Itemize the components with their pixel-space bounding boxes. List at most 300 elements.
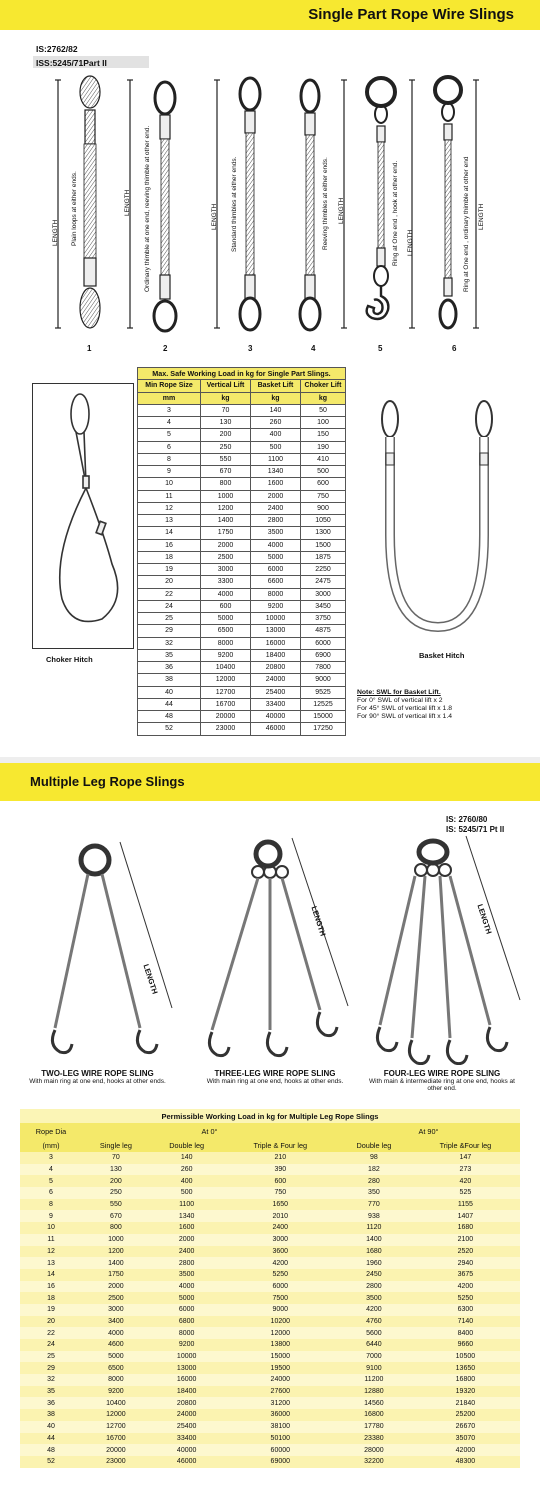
- multi-table-cell: 5250: [224, 1269, 337, 1281]
- swl-table-cell: 3750: [301, 613, 346, 625]
- multi-table-cell: 70: [82, 1152, 150, 1164]
- swl-table-cell: 13000: [251, 625, 301, 637]
- multi-header-triple-four-90: Triple &Four leg: [411, 1139, 520, 1152]
- swl-table-cell: 6900: [301, 649, 346, 661]
- multi-table-cell: 2000: [82, 1281, 150, 1293]
- figure-2-number: 2: [163, 344, 168, 353]
- four-leg-subtitle: With main & intermediate ring at one end, hooks at other end.: [369, 1078, 515, 1092]
- multi-table-cell: 17780: [337, 1421, 411, 1433]
- swl-table-cell: 1600: [251, 478, 301, 490]
- swl-table-row: [138, 588, 346, 600]
- three-leg-caption: [195, 1069, 355, 1085]
- swl-table-cell: 2500: [201, 551, 251, 563]
- multi-table-row: [20, 1386, 520, 1398]
- multi-table-cell: 24: [20, 1339, 82, 1351]
- swl-table-cell: 7800: [301, 662, 346, 674]
- swl-table-cell: 3: [138, 404, 201, 416]
- multi-table-row: [20, 1164, 520, 1176]
- multi-table-cell: 35: [20, 1386, 82, 1398]
- swl-table-row: [138, 429, 346, 441]
- two-leg-sling-drawing: [52, 842, 172, 1053]
- swl-table-cell: 2400: [251, 502, 301, 514]
- swl-table-cell: 1750: [201, 527, 251, 539]
- multi-table-cell: 2800: [150, 1257, 224, 1269]
- swl-table-cell: 10000: [251, 613, 301, 625]
- two-leg-title: TWO-LEG WIRE ROPE SLING: [41, 1069, 154, 1078]
- multi-table-cell: 3675: [411, 1269, 520, 1281]
- swl-table-cell: 29: [138, 625, 201, 637]
- multi-table-cell: 9660: [411, 1339, 520, 1351]
- multi-table-cell: 27600: [224, 1386, 337, 1398]
- multi-table-cell: 32: [20, 1374, 82, 1386]
- multi-table-cell: 38: [20, 1409, 82, 1421]
- multi-table-cell: 5: [20, 1175, 82, 1187]
- multi-table-cell: 16700: [82, 1433, 150, 1445]
- multi-table-cell: 20000: [82, 1444, 150, 1456]
- swl-table-cell: 500: [301, 466, 346, 478]
- multi-table-row: [20, 1257, 520, 1269]
- swl-table-title: Max. Safe Working Load in kg for Single Part Slings.: [138, 368, 346, 380]
- figure-3-length-label: LENGTH: [211, 203, 218, 230]
- swl-table-cell: 14: [138, 527, 201, 539]
- basket-hitch-caption: Basket Hitch: [419, 651, 465, 660]
- multi-table-cell: 400: [150, 1175, 224, 1187]
- multi-table-row: [20, 1421, 520, 1433]
- multi-table-cell: 22: [20, 1327, 82, 1339]
- multi-table-cell: 6000: [224, 1281, 337, 1293]
- multi-header-at-0: At 0°: [82, 1123, 337, 1139]
- swl-table-cell: 8000: [251, 588, 301, 600]
- swl-table-row: [138, 478, 346, 490]
- swl-table-cell: 44: [138, 698, 201, 710]
- swl-table-cell: 3450: [301, 600, 346, 612]
- swl-table-cell: 33400: [251, 698, 301, 710]
- swl-table-cell: 4: [138, 417, 201, 429]
- swl-table-cell: 13: [138, 515, 201, 527]
- swl-table-cell: 3500: [251, 527, 301, 539]
- swl-table-row: [138, 515, 346, 527]
- multi-table-cell: 1600: [150, 1222, 224, 1234]
- multi-table-cell: 2010: [224, 1210, 337, 1222]
- note-title: Note: SWL for Basket Lift.: [357, 689, 441, 696]
- swl-table-cell: 46000: [251, 723, 301, 735]
- multi-table-row: [20, 1234, 520, 1246]
- multi-table-row: [20, 1456, 520, 1468]
- multi-table-cell: 13000: [150, 1362, 224, 1374]
- section2-title: Multiple Leg Rope Slings: [30, 774, 185, 789]
- multi-table-row: [20, 1409, 520, 1421]
- multi-table-cell: 10400: [82, 1397, 150, 1409]
- swl-table-cell: 9: [138, 466, 201, 478]
- figure-6-label: Ring at One end , ordinary thimble at other end: [463, 156, 470, 292]
- swl-table-cell: 130: [201, 417, 251, 429]
- multi-table-cell: 7000: [337, 1351, 411, 1363]
- swl-table-row: [138, 539, 346, 551]
- multi-table-cell: 20: [20, 1316, 82, 1328]
- swl-table-cell: 800: [201, 478, 251, 490]
- multi-table-row: [20, 1316, 520, 1328]
- swl-table-cell: 1100: [251, 453, 301, 465]
- multi-table-cell: 15000: [224, 1351, 337, 1363]
- multi-table-cell: 29: [20, 1362, 82, 1374]
- multi-table-cell: 69000: [224, 1456, 337, 1468]
- multi-table-cell: 3600: [224, 1246, 337, 1258]
- multi-table-cell: 9200: [82, 1386, 150, 1398]
- multi-table-cell: 938: [337, 1210, 411, 1222]
- swl-table-cell: 100: [301, 417, 346, 429]
- multi-table-cell: 5250: [411, 1292, 520, 1304]
- multi-table-cell: 21840: [411, 1397, 520, 1409]
- swl-table-cell: 18400: [251, 649, 301, 661]
- swl-table-cell: 190: [301, 441, 346, 453]
- two-leg-length-label: LENGTH: [141, 963, 160, 996]
- swl-table-cell: 10: [138, 478, 201, 490]
- multi-table-cell: 2500: [82, 1292, 150, 1304]
- multi-table-cell: 770: [337, 1199, 411, 1211]
- multi-table-cell: 7500: [224, 1292, 337, 1304]
- multi-table-cell: 210: [224, 1152, 337, 1164]
- multi-table-cell: 2450: [337, 1269, 411, 1281]
- multi-header-at-90: At 90°: [337, 1123, 520, 1139]
- swl-table-cell: 600: [301, 478, 346, 490]
- multi-table-cell: 19320: [411, 1386, 520, 1398]
- swl-table-row: [138, 502, 346, 514]
- swl-unit-kg-1: kg: [201, 392, 251, 404]
- swl-table-cell: 12: [138, 502, 201, 514]
- swl-header-choker: Choker Lift: [301, 380, 346, 392]
- swl-table-cell: 16000: [251, 637, 301, 649]
- multi-table-cell: 550: [82, 1199, 150, 1211]
- multi-table-cell: 500: [150, 1187, 224, 1199]
- multi-table-title: Permissible Working Load in kg for Multiple Leg Rope Slings: [20, 1109, 520, 1123]
- multi-table-row: [20, 1397, 520, 1409]
- multi-table-cell: 3400: [82, 1316, 150, 1328]
- swl-table-cell: 6600: [251, 576, 301, 588]
- multi-table-cell: 52: [20, 1456, 82, 1468]
- multi-table-cell: 60000: [224, 1444, 337, 1456]
- figure-5-number: 5: [378, 344, 383, 353]
- swl-table-cell: 1500: [301, 539, 346, 551]
- swl-unit-kg-2: kg: [251, 392, 301, 404]
- note-line-90deg: For 90° SWL of vertical lift x 1.4: [357, 713, 453, 720]
- multi-table-cell: 8000: [150, 1327, 224, 1339]
- swl-table-cell: 35: [138, 649, 201, 661]
- swl-table-row: [138, 466, 346, 478]
- swl-table-row: [138, 564, 346, 576]
- swl-table-cell: 48: [138, 711, 201, 723]
- swl-table-cell: 12000: [201, 674, 251, 686]
- three-leg-subtitle: With main ring at one end, hooks at other ends.: [206, 1078, 344, 1085]
- swl-table-cell: 150: [301, 429, 346, 441]
- swl-table-cell: 19: [138, 564, 201, 576]
- multi-table-row: [20, 1433, 520, 1445]
- multi-table-cell: 1155: [411, 1199, 520, 1211]
- multi-table-cell: 1000: [82, 1234, 150, 1246]
- multi-table-cell: 140: [150, 1152, 224, 1164]
- swl-table-row: [138, 453, 346, 465]
- multi-table-cell: 33400: [150, 1433, 224, 1445]
- swl-table-cell: 250: [201, 441, 251, 453]
- multi-header-rope-dia: Rope Dia: [20, 1123, 82, 1139]
- swl-table-cell: 9525: [301, 686, 346, 698]
- swl-table-cell: 5000: [201, 613, 251, 625]
- multi-table-cell: 13800: [224, 1339, 337, 1351]
- multi-table-cell: 9100: [337, 1362, 411, 1374]
- note-line-0deg: For 0° SWL of vertical lift x 2: [357, 697, 443, 704]
- swl-table-cell: 24: [138, 600, 201, 612]
- swl-table-cell: 400: [251, 429, 301, 441]
- swl-table-cell: 3000: [301, 588, 346, 600]
- multi-table-cell: 1407: [411, 1210, 520, 1222]
- multi-table-cell: 670: [82, 1210, 150, 1222]
- multi-table-cell: 2400: [150, 1246, 224, 1258]
- multi-table-cell: 600: [224, 1175, 337, 1187]
- multi-table-cell: 14560: [337, 1397, 411, 1409]
- section2-header-band: [0, 763, 540, 801]
- swl-header-vertical: Vertical Lift: [201, 380, 251, 392]
- multi-table-row: [20, 1444, 520, 1456]
- multi-table-cell: 1400: [337, 1234, 411, 1246]
- swl-table-cell: 4000: [201, 588, 251, 600]
- multi-table-row: [20, 1292, 520, 1304]
- swl-table-cell: 9000: [301, 674, 346, 686]
- multi-table-cell: 9: [20, 1210, 82, 1222]
- swl-table-cell: 6000: [251, 564, 301, 576]
- multi-table-cell: 6: [20, 1187, 82, 1199]
- multi-table-cell: 260: [150, 1164, 224, 1176]
- choker-hitch-caption: Choker Hitch: [46, 655, 93, 664]
- swl-table-cell: 6: [138, 441, 201, 453]
- multi-table-cell: 800: [82, 1222, 150, 1234]
- multi-standard-label-2: IS: 5245/71 Pt II: [446, 825, 505, 834]
- swl-table-cell: 70: [201, 404, 251, 416]
- multi-table-cell: 10500: [411, 1351, 520, 1363]
- multi-table-cell: 6800: [150, 1316, 224, 1328]
- swl-table-cell: 20800: [251, 662, 301, 674]
- swl-table-cell: 22: [138, 588, 201, 600]
- multi-table-cell: 14: [20, 1269, 82, 1281]
- swl-table-cell: 32: [138, 637, 201, 649]
- multi-table-cell: 98: [337, 1152, 411, 1164]
- swl-table-row: [138, 662, 346, 674]
- swl-unit-kg-3: kg: [301, 392, 346, 404]
- multi-table-cell: 3500: [337, 1292, 411, 1304]
- swl-header-rope-size: Min Rope Size: [138, 380, 201, 392]
- multi-table-cell: 750: [224, 1187, 337, 1199]
- figure-6-number: 6: [452, 344, 457, 353]
- swl-table-cell: 5000: [251, 551, 301, 563]
- swl-table-body: [138, 404, 346, 735]
- two-leg-subtitle: With main ring at one end, hooks at other ends.: [29, 1078, 166, 1085]
- swl-table-cell: 11: [138, 490, 201, 502]
- two-leg-caption: [20, 1069, 175, 1085]
- swl-table-cell: 17250: [301, 723, 346, 735]
- swl-table-row: [138, 711, 346, 723]
- swl-table-cell: 1340: [251, 466, 301, 478]
- multi-table-cell: 2520: [411, 1246, 520, 1258]
- multi-table-cell: 3000: [224, 1234, 337, 1246]
- multi-table-cell: 24000: [224, 1374, 337, 1386]
- swl-header-basket: Basket Lift: [251, 380, 301, 392]
- swl-table-cell: 5: [138, 429, 201, 441]
- figure-5: [367, 78, 415, 328]
- basket-lift-note: [357, 689, 452, 721]
- multi-table-cell: 46000: [150, 1456, 224, 1468]
- swl-table-cell: 260: [251, 417, 301, 429]
- multi-table-row: [20, 1327, 520, 1339]
- swl-table-cell: 3300: [201, 576, 251, 588]
- figure-2-label: Ordinary thimble at one end, reeving thimble at other end.: [144, 125, 151, 292]
- swl-table-cell: 12700: [201, 686, 251, 698]
- swl-table-cell: 9200: [201, 649, 251, 661]
- multi-table-cell: 25: [20, 1351, 82, 1363]
- single-sling-figures: [0, 70, 540, 340]
- three-leg-sling-drawing: [209, 838, 348, 1056]
- multi-table-cell: 19: [20, 1304, 82, 1316]
- multi-table-row: [20, 1187, 520, 1199]
- multi-table-row: [20, 1281, 520, 1293]
- swl-table-cell: 2475: [301, 576, 346, 588]
- swl-table-cell: 40: [138, 686, 201, 698]
- multi-table-cell: 32200: [337, 1456, 411, 1468]
- swl-table-row: [138, 613, 346, 625]
- swl-table-cell: 16700: [201, 698, 251, 710]
- figure-3-number: 3: [248, 344, 253, 353]
- multi-table-cell: 12880: [337, 1386, 411, 1398]
- multi-table-cell: 31200: [224, 1397, 337, 1409]
- multi-table-row: [20, 1304, 520, 1316]
- figure-5-length-label: LENGTH: [407, 229, 414, 256]
- multi-table-cell: 2940: [411, 1257, 520, 1269]
- multi-leg-table-body: [20, 1152, 520, 1468]
- multi-table-cell: 2000: [150, 1234, 224, 1246]
- swl-table-cell: 410: [301, 453, 346, 465]
- multi-table-cell: 250: [82, 1187, 150, 1199]
- multi-table-cell: 3: [20, 1152, 82, 1164]
- swl-table-row: [138, 527, 346, 539]
- swl-table-row: [138, 417, 346, 429]
- swl-unit-mm: mm: [138, 392, 201, 404]
- multi-table-cell: 19500: [224, 1362, 337, 1374]
- swl-table-row: [138, 490, 346, 502]
- multi-table-cell: 38100: [224, 1421, 337, 1433]
- multi-header-dia-unit: (mm): [20, 1139, 82, 1152]
- multi-table-row: [20, 1199, 520, 1211]
- three-leg-title: THREE-LEG WIRE ROPE SLING: [214, 1069, 336, 1078]
- swl-table-cell: 1300: [301, 527, 346, 539]
- multi-table-cell: 18: [20, 1292, 82, 1304]
- multi-table-cell: 6000: [150, 1304, 224, 1316]
- multi-table-cell: 12700: [82, 1421, 150, 1433]
- multi-table-cell: 50100: [224, 1433, 337, 1445]
- multi-table-cell: 147: [411, 1152, 520, 1164]
- swl-table-cell: 2800: [251, 515, 301, 527]
- multi-table-row: [20, 1362, 520, 1374]
- swl-table-row: [138, 686, 346, 698]
- swl-table-cell: 20: [138, 576, 201, 588]
- basket-hitch-drawing: [368, 395, 518, 635]
- multi-table-cell: 9200: [150, 1339, 224, 1351]
- multi-table-cell: 1680: [337, 1246, 411, 1258]
- multi-table-cell: 4000: [150, 1281, 224, 1293]
- multi-header-triple-four-0: Triple & Four leg: [224, 1139, 337, 1152]
- swl-table: [137, 367, 346, 736]
- multi-table-cell: 5600: [337, 1327, 411, 1339]
- figure-1-length-label: LENGTH: [52, 219, 59, 246]
- multi-table-row: [20, 1374, 520, 1386]
- figure-3-label: Standard thimbles at either ends.: [231, 156, 238, 252]
- swl-table-cell: 36: [138, 662, 201, 674]
- swl-table-cell: 140: [251, 404, 301, 416]
- choker-hitch-drawing: [32, 384, 132, 648]
- swl-table-row: [138, 723, 346, 735]
- multi-table-cell: 6500: [82, 1362, 150, 1374]
- multi-table-cell: 5000: [82, 1351, 150, 1363]
- swl-table-cell: 1400: [201, 515, 251, 527]
- swl-table-cell: 200: [201, 429, 251, 441]
- multi-table-cell: 4000: [82, 1327, 150, 1339]
- figure-6-length-label: LENGTH: [478, 203, 485, 230]
- figure-4-number: 4: [311, 344, 316, 353]
- swl-table-row: [138, 551, 346, 563]
- section1-title: Single Part Rope Wire Slings: [308, 6, 514, 23]
- multi-table-cell: 1960: [337, 1257, 411, 1269]
- four-leg-title: FOUR-LEG WIRE ROPE SLING: [383, 1069, 501, 1078]
- multi-table-cell: 18400: [150, 1386, 224, 1398]
- multi-table-cell: 35070: [411, 1433, 520, 1445]
- swl-table-cell: 2000: [251, 490, 301, 502]
- multi-table-cell: 182: [337, 1164, 411, 1176]
- swl-table-cell: 670: [201, 466, 251, 478]
- multi-table-cell: 1750: [82, 1269, 150, 1281]
- multi-table-cell: 3500: [150, 1269, 224, 1281]
- swl-table-cell: 15000: [301, 711, 346, 723]
- multi-table-cell: 10000: [150, 1351, 224, 1363]
- multi-table-cell: 10200: [224, 1316, 337, 1328]
- swl-table-cell: 10400: [201, 662, 251, 674]
- multi-table-cell: 44: [20, 1433, 82, 1445]
- multi-table-cell: 4200: [411, 1281, 520, 1293]
- multi-table-cell: 48300: [411, 1456, 520, 1468]
- multi-table-cell: 6440: [337, 1339, 411, 1351]
- multi-table-cell: 42000: [411, 1444, 520, 1456]
- multi-table-cell: 12000: [82, 1409, 150, 1421]
- multi-table-cell: 1100: [150, 1199, 224, 1211]
- swl-table-cell: 20000: [201, 711, 251, 723]
- swl-table-cell: 38: [138, 674, 201, 686]
- multi-table-cell: 12: [20, 1246, 82, 1258]
- multi-leg-sling-figures: [0, 830, 540, 1065]
- multi-leg-table: [20, 1109, 520, 1468]
- multi-table-cell: 9000: [224, 1304, 337, 1316]
- multi-table-cell: 16000: [150, 1374, 224, 1386]
- swl-table-row: [138, 625, 346, 637]
- four-leg-length-label: LENGTH: [475, 903, 494, 936]
- multi-table-cell: 16800: [337, 1409, 411, 1421]
- swl-table-cell: 18: [138, 551, 201, 563]
- multi-standard-label-1: IS: 2760/80: [446, 815, 488, 824]
- swl-table-row: [138, 637, 346, 649]
- multi-table-cell: 40: [20, 1421, 82, 1433]
- swl-table-cell: 750: [301, 490, 346, 502]
- three-leg-length-label: LENGTH: [309, 905, 328, 938]
- swl-table-cell: 50: [301, 404, 346, 416]
- multi-table-cell: 16800: [411, 1374, 520, 1386]
- multi-table-cell: 4600: [82, 1339, 150, 1351]
- swl-table-cell: 1875: [301, 551, 346, 563]
- swl-table-cell: 16: [138, 539, 201, 551]
- multi-table-cell: 2100: [411, 1234, 520, 1246]
